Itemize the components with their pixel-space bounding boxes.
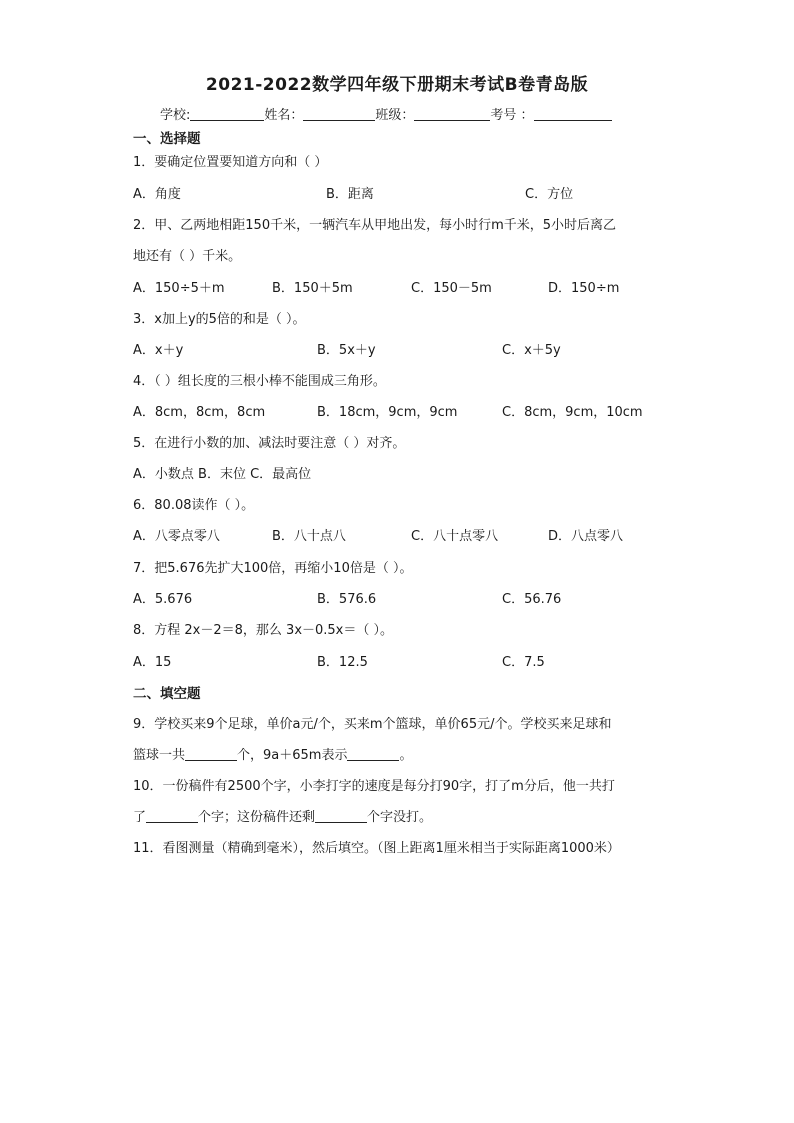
question-10-line1: 10．一份稿件有2500个字，小李打字的速度是每分打90字，打了m分后，他一共打 — [133, 779, 615, 794]
question-2-stem-line1: 2．甲、乙两地相距150千米，一辆汽车从甲地出发，每小时行m千米，5小时后离乙 — [133, 218, 617, 233]
name-label: 姓名： — [264, 108, 304, 123]
question-4-option-b[interactable]: B．18cm，9cm，9cm — [317, 405, 458, 420]
question-4-option-a[interactable]: A．8cm，8cm，8cm — [133, 405, 266, 420]
question-4-option-c[interactable]: C．8cm，9cm，10cm — [502, 405, 643, 420]
question-5-options[interactable]: A．小数点 B．末位 C．最高位 — [133, 467, 312, 482]
question-2-option-c[interactable]: C．150－5m — [411, 281, 492, 296]
question-7-option-a[interactable]: A．5.676 — [133, 592, 193, 607]
question-9-text-a: 篮球一共 — [133, 748, 186, 763]
question-10-text-a: 了 — [133, 810, 147, 825]
question-2-option-a[interactable]: A．150÷5＋m — [133, 281, 225, 296]
question-6-stem: 6．80.08读作（ ）。 — [133, 498, 255, 513]
question-10-blank-1[interactable] — [146, 810, 198, 823]
question-7-stem: 7．把5.676先扩大100倍，再缩小10倍是（ ）。 — [133, 561, 413, 576]
question-3-option-a[interactable]: A．x＋y — [133, 343, 184, 358]
question-1-option-a[interactable]: A．角度 — [133, 187, 181, 202]
student-info-row — [160, 104, 612, 123]
question-10-text-b: 个字；这份稿件还剩 — [198, 810, 316, 825]
id-label: 考号 ： — [490, 108, 534, 123]
name-blank[interactable] — [303, 108, 375, 121]
question-8-stem: 8．方程 2x－2＝8，那么 3x－0.5x＝（ ）。 — [133, 623, 394, 638]
question-7-option-b[interactable]: B．576.6 — [317, 592, 377, 607]
question-10-line2 — [133, 806, 432, 825]
question-9-line2 — [133, 744, 412, 763]
question-2-option-d[interactable]: D．150÷m — [548, 281, 620, 296]
question-1-stem: 1．要确定位置要知道方向和（ ） — [133, 155, 328, 170]
question-2-stem-line2: 地还有（ ）千米。 — [133, 249, 242, 264]
question-2-option-b[interactable]: B．150＋5m — [272, 281, 353, 296]
question-6-option-c[interactable]: C．八十点零八 — [411, 529, 499, 544]
question-9-line1: 9．学校买来9个足球，单价a元/个，买来m个篮球，单价65元/个。学校买来足球和 — [133, 717, 612, 732]
question-6-option-a[interactable]: A．八零点零八 — [133, 529, 220, 544]
question-6-option-b[interactable]: B．八十点八 — [272, 529, 346, 544]
question-9-blank-1[interactable] — [185, 748, 237, 761]
school-label: 学校: — [160, 108, 191, 123]
question-6-option-d[interactable]: D．八点零八 — [548, 529, 624, 544]
question-8-option-b[interactable]: B．12.5 — [317, 655, 368, 670]
question-9-blank-2[interactable] — [347, 748, 399, 761]
question-9-text-b: 个，9a＋65m表示 — [237, 748, 348, 763]
section-heading-choice: 一、选择题 — [133, 131, 201, 147]
question-3-option-b[interactable]: B．5x＋y — [317, 343, 376, 358]
question-1-option-b[interactable]: B．距离 — [326, 187, 374, 202]
question-4-stem: 4．（ ）组长度的三根小棒不能围成三角形。 — [133, 374, 386, 389]
question-3-option-c[interactable]: C．x＋5y — [502, 343, 561, 358]
class-blank[interactable] — [414, 108, 490, 121]
question-1-option-c[interactable]: C．方位 — [525, 187, 574, 202]
id-blank[interactable] — [534, 108, 612, 121]
class-label: 班级： — [375, 108, 415, 123]
question-5-stem: 5．在进行小数的加、减法时要注意（ ）对齐。 — [133, 436, 406, 451]
school-blank[interactable] — [190, 108, 264, 121]
question-10-text-c: 个字没打。 — [367, 810, 433, 825]
question-8-option-c[interactable]: C．7.5 — [502, 655, 545, 670]
question-9-text-c: 。 — [399, 748, 413, 763]
section-heading-fill: 二、填空题 — [133, 686, 201, 702]
question-11-line1: 11．看图测量（精确到毫米），然后填空。（图上距离1厘米相当于实际距离1000米） — [133, 841, 620, 856]
question-8-option-a[interactable]: A．15 — [133, 655, 172, 670]
page-title: 2021-2022数学四年级下册期末考试B卷青岛版 — [205, 75, 589, 95]
question-7-option-c[interactable]: C．56.76 — [502, 592, 562, 607]
question-10-blank-2[interactable] — [315, 810, 367, 823]
question-3-stem: 3．x加上y的5倍的和是（ ）。 — [133, 312, 306, 327]
